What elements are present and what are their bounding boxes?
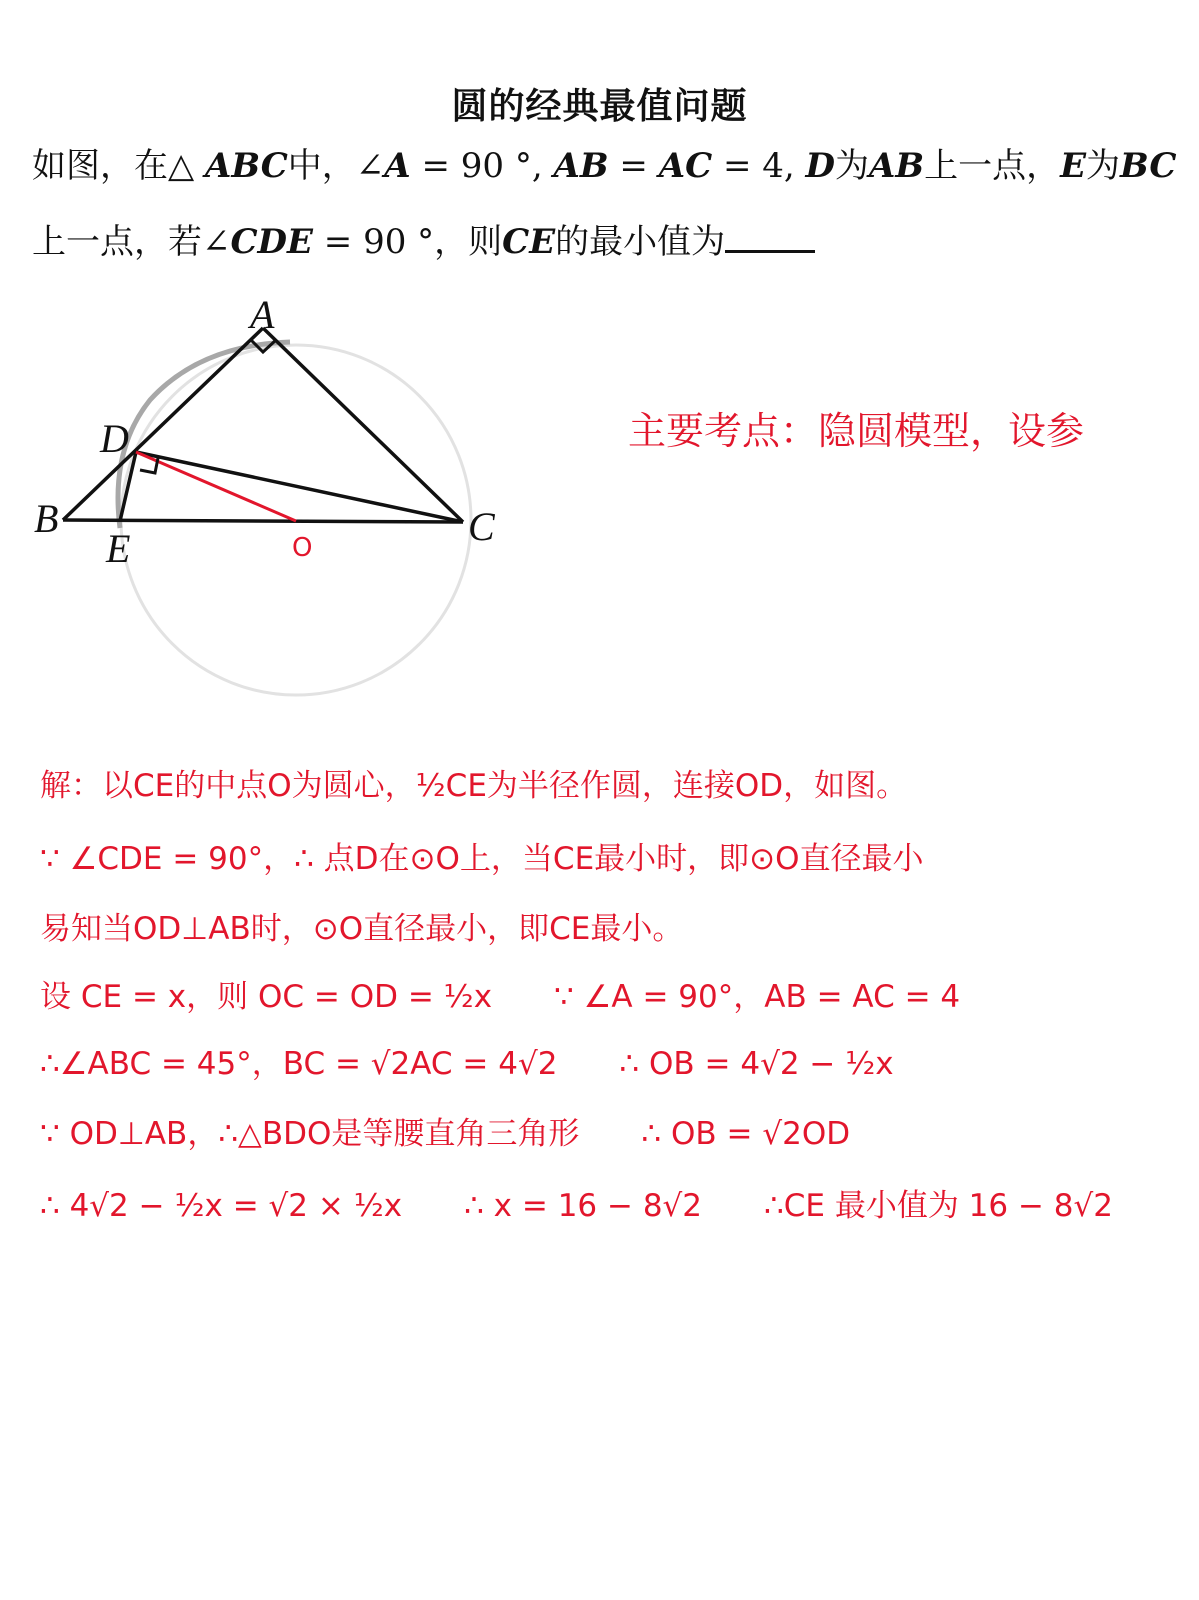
problem-text: 的最小值为 xyxy=(555,222,726,262)
math-term: AC xyxy=(658,146,713,186)
math-term: CDE xyxy=(230,222,313,262)
problem-text: = xyxy=(608,146,659,186)
problem-text: 为 xyxy=(1086,146,1121,186)
segment-od xyxy=(136,452,296,521)
label-o: O xyxy=(292,533,313,563)
side-bc xyxy=(63,520,463,522)
segment-dc xyxy=(136,452,463,522)
solution-line: ∵ ∠CDE = 90°，∴ 点D在⊙O上，当CE最小时，即⊙O直径最小 xyxy=(40,841,924,877)
solution-line: 设 CE = x，则 OC = OD = ½x ∵ ∠A = 90°，AB = AC = 4 xyxy=(40,979,961,1015)
problem-statement-line-2 xyxy=(32,214,815,263)
problem-text: 上一点， xyxy=(924,146,1061,186)
problem-text: 中，∠ xyxy=(287,146,385,186)
problem-text: = 90 °，则 xyxy=(312,222,503,262)
math-term: E xyxy=(1060,146,1087,186)
label-e: E xyxy=(106,526,131,571)
geometry-figure xyxy=(0,280,560,700)
label-d: D xyxy=(100,416,129,461)
label-a: A xyxy=(250,292,275,337)
solution-line: 解：以CE的中点O为圆心，½CE为半径作圆，连接OD，如图。 xyxy=(40,768,908,804)
label-c: C xyxy=(468,504,495,549)
math-term: D xyxy=(805,146,835,186)
problem-text: 上一点，若∠ xyxy=(32,222,231,262)
problem-text: = 4, xyxy=(712,146,806,186)
solution-line: ∵ OD⊥AB，∴△BDO是等腰直角三角形 ∴ OB = √2OD xyxy=(40,1116,851,1152)
problem-text: = 90 °, xyxy=(410,146,554,186)
solution-line: 易知当OD⊥AB时，⊙O直径最小，即CE最小。 xyxy=(40,911,684,947)
math-term: A xyxy=(384,146,411,186)
math-term: AB xyxy=(553,146,609,186)
page-title: 圆的经典最值问题 xyxy=(451,85,748,127)
problem-text: 如图，在△ xyxy=(32,146,205,186)
problem-statement-line-1 xyxy=(32,138,1176,187)
math-term: CE xyxy=(502,222,556,262)
math-term: ABC xyxy=(204,146,288,186)
math-term: BC xyxy=(1120,146,1177,186)
side-ab xyxy=(63,328,263,520)
answer-blank[interactable] xyxy=(725,222,815,253)
key-point-note: 主要考点：隐圆模型，设参 xyxy=(628,409,1085,453)
solution-line: ∴∠ABC = 45°，BC = √2AC = 4√2 ∴ OB = 4√2 − ½x xyxy=(40,1046,894,1082)
math-term: AB xyxy=(869,146,925,186)
label-b: B xyxy=(34,496,59,541)
problem-text: 为 xyxy=(835,146,869,186)
solution-line: ∴ 4√2 − ½x = √2 × ½x ∴ x = 16 − 8√2 ∴CE 最小值为 16 − 8√2 xyxy=(40,1188,1114,1224)
